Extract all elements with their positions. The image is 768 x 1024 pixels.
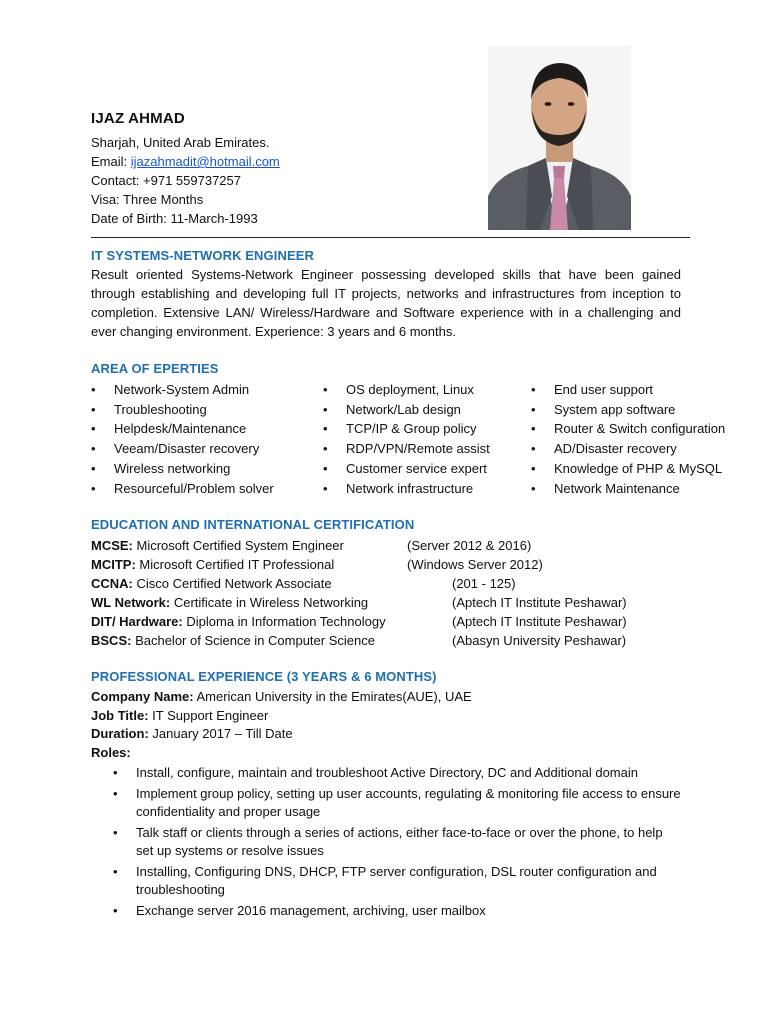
skill-item: • Network-System Admin	[91, 380, 274, 400]
cert-abbr: CCNA:	[91, 576, 133, 591]
skill-item: • Network Maintenance	[531, 479, 725, 499]
skill-item: • End user support	[531, 380, 725, 400]
profile-photo	[488, 46, 631, 230]
company-line	[91, 688, 691, 707]
role-item: • Implement group policy, setting up user accounts, regulating & monitoring file access to ensure confidentiality and proper usage	[91, 785, 681, 822]
company-value: American University in the Emirates(AUE), UAE	[193, 689, 472, 704]
education-row	[91, 631, 691, 650]
skill-item: • Veeam/Disaster recovery	[91, 439, 274, 459]
cert-note: (Server 2012 & 2016)	[407, 538, 532, 553]
skill-item: • RDP/VPN/Remote assist	[323, 439, 490, 459]
cert-note: (Aptech IT Institute Peshawar)	[452, 595, 627, 610]
roles-label: Roles:	[91, 744, 131, 760]
skill-item: • Network/Lab design	[323, 400, 490, 420]
expertise-title: AREA OF EPERTIES	[91, 361, 219, 376]
cert-desc: Diploma in Information Technology	[182, 614, 386, 629]
email-line	[91, 152, 280, 171]
cert-abbr: MCSE:	[91, 538, 133, 553]
skill-item: • Customer service expert	[323, 459, 490, 479]
roles-list	[91, 764, 681, 920]
education-row	[91, 612, 691, 631]
education-row	[91, 574, 691, 593]
cert-abbr: BSCS:	[91, 633, 132, 648]
date-of-birth: Date of Birth: 11-March-1993	[91, 211, 258, 226]
education-row	[91, 593, 691, 612]
skills-column-2	[323, 380, 490, 498]
phone: Contact: +971 559737257	[91, 173, 241, 188]
address: Sharjah, United Arab Emirates.	[91, 135, 270, 150]
skill-item: • Troubleshooting	[91, 400, 274, 420]
cert-abbr: MCITP:	[91, 557, 136, 572]
summary-text: Result oriented Systems-Network Engineer possessing developed skills that have been gained through establishing and developing full IT projects, networks and infrastructures from inception to completion. Extensive LAN/ Wireless/Hardware and Software experience with in a challenging and ever changing environment. Experience: 3 years and 6 months.	[91, 267, 681, 339]
email-label: Email:	[91, 154, 131, 169]
education-title: EDUCATION AND INTERNATIONAL CERTIFICATION	[91, 517, 415, 532]
skill-item: • Network infrastructure	[323, 479, 490, 499]
skill-item: • Wireless networking	[91, 459, 274, 479]
role-item: • Installing, Configuring DNS, DHCP, FTP server configuration, DSL router configuration and troubleshooting	[91, 863, 681, 900]
role-item: • Install, configure, maintain and troubleshoot Active Directory, DC and Additional domain	[91, 764, 681, 783]
job-value: IT Support Engineer	[148, 707, 269, 723]
education-row	[91, 536, 691, 555]
experience-block	[91, 688, 691, 922]
skill-item: • OS deployment, Linux	[323, 380, 490, 400]
education-row	[91, 555, 691, 574]
duration-value: January 2017 – Till Date	[148, 726, 293, 741]
cert-note: (Aptech IT Institute Peshawar)	[452, 614, 627, 629]
education-list	[91, 536, 691, 650]
summary-title: IT SYSTEMS-NETWORK ENGINEER	[91, 248, 314, 263]
experience-title: PROFESSIONAL EXPERIENCE (3 YEARS & 6 MONTHS)	[91, 669, 437, 684]
cert-desc: Bachelor of Science in Computer Science	[131, 633, 375, 648]
skills-column-3	[531, 380, 725, 498]
cert-note: (201 - 125)	[452, 576, 516, 591]
cert-desc: Microsoft Certified System Engineer	[132, 538, 344, 553]
cert-desc: Certificate in Wireless Networking	[170, 595, 369, 610]
job-line	[91, 707, 691, 726]
role-item: • Talk staff or clients through a series of actions, either face-to-face or over the phone, to help set up systems or resolve issues	[91, 824, 681, 861]
skill-item: • Helpdesk/Maintenance	[91, 419, 274, 439]
skills-column-1	[91, 380, 274, 498]
skill-item: • Router & Switch configuration	[531, 419, 725, 439]
duration-label: Duration:	[91, 726, 149, 741]
cert-note: (Abasyn University Peshawar)	[452, 633, 627, 648]
visa-status: Visa: Three Months	[91, 192, 204, 207]
cert-note: (Windows Server 2012)	[407, 557, 543, 572]
email-link[interactable]: ijazahmadit@hotmail.com	[130, 154, 280, 169]
cert-desc: Cisco Certified Network Associate	[132, 576, 332, 591]
cert-abbr: WL Network:	[91, 595, 171, 610]
skill-item: • Resourceful/Problem solver	[91, 479, 274, 499]
contact-block	[91, 133, 280, 228]
cert-desc: Microsoft Certified IT Professional	[135, 557, 335, 572]
cert-abbr: DIT/ Hardware:	[91, 614, 183, 629]
skill-item: • AD/Disaster recovery	[531, 439, 725, 459]
portrait-illustration	[488, 46, 631, 230]
skill-item: • Knowledge of PHP & MySQL	[531, 459, 725, 479]
job-label: Job Title:	[91, 707, 149, 723]
skill-item: • System app software	[531, 400, 725, 420]
header-divider	[91, 237, 690, 238]
company-label: Company Name:	[91, 689, 194, 704]
skill-item: • TCP/IP & Group policy	[323, 419, 490, 439]
candidate-name: IJAZ AHMAD	[91, 110, 185, 127]
duration-line	[91, 725, 691, 744]
role-item: • Exchange server 2016 management, archiving, user mailbox	[91, 902, 681, 921]
